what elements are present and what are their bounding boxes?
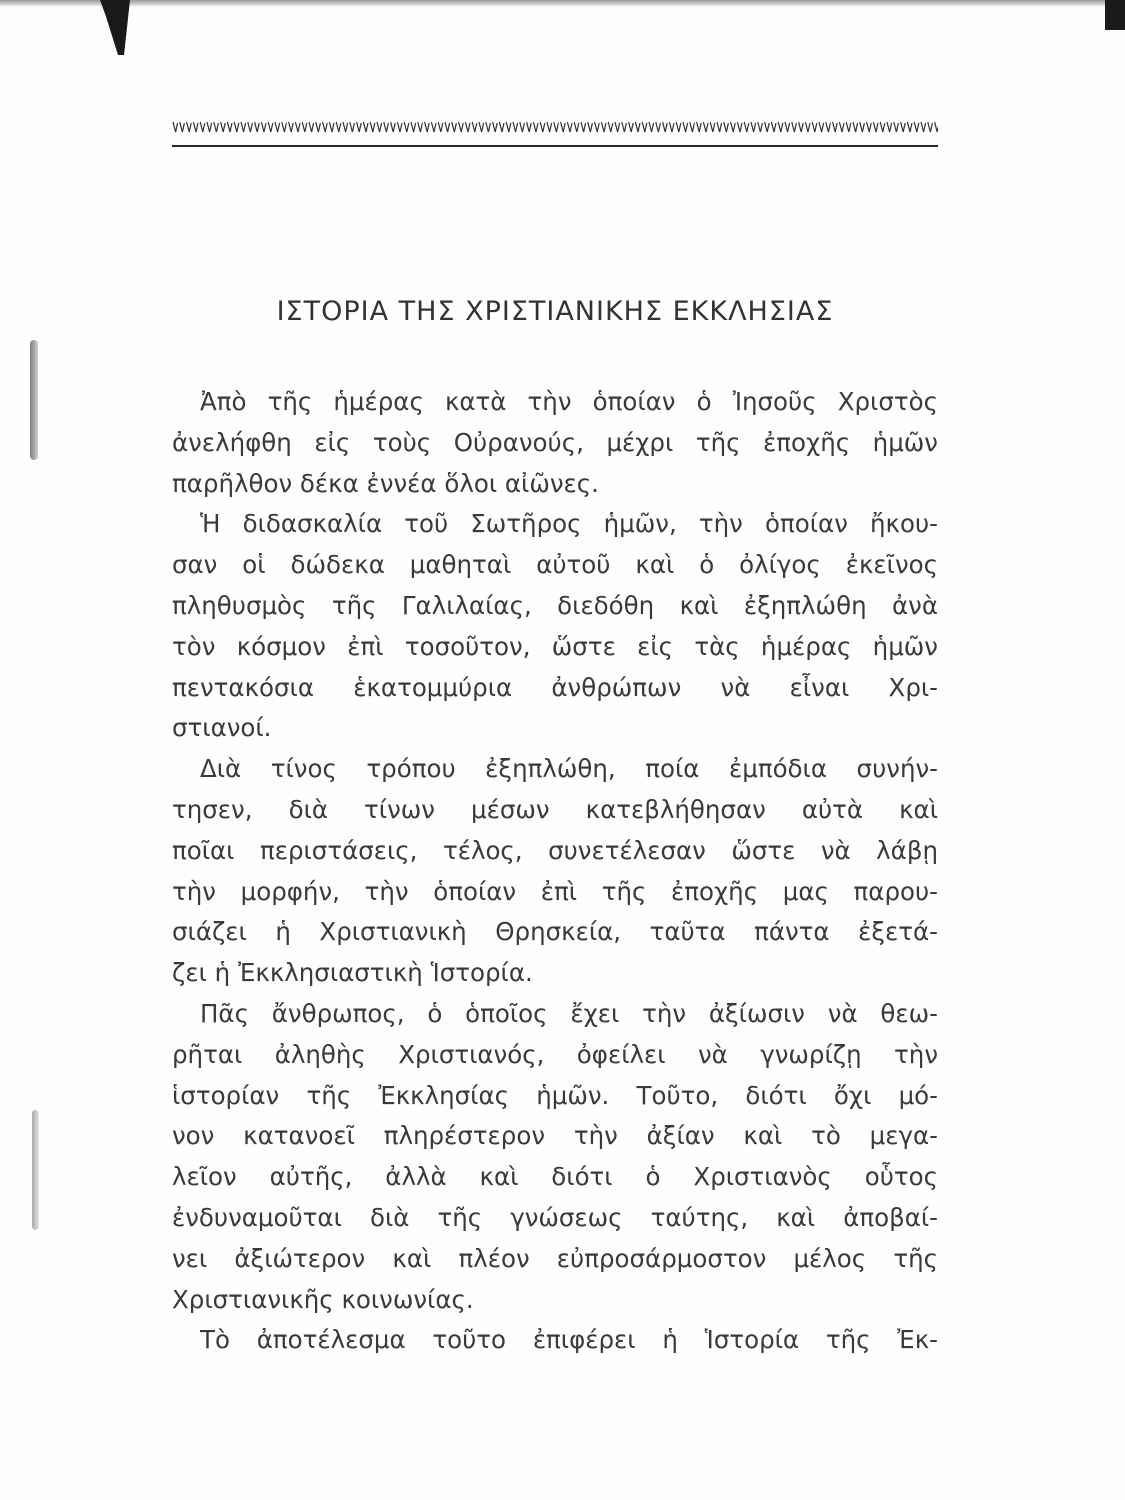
ornament-stroke bbox=[465, 122, 470, 132]
ornament-stroke bbox=[703, 122, 708, 132]
ornament-stroke bbox=[418, 122, 423, 132]
text-line: ἱστορίαν τῆς Ἐκκλησίας ἡμῶν. Τοῦτο, διότι ὄχι μό- bbox=[172, 1080, 938, 1110]
text-line: Πᾶς ἄνθρωπος, ὁ ὁποῖος ἔχει τὴν ἀξίωσιν νὰ θεω- bbox=[200, 998, 938, 1028]
ornament-stroke bbox=[248, 122, 253, 132]
binding-shadow-upper bbox=[30, 340, 38, 460]
ornament-stroke bbox=[758, 122, 763, 132]
ornament-stroke bbox=[656, 122, 661, 132]
ornament-stroke bbox=[234, 122, 239, 132]
ornament-stroke bbox=[921, 122, 926, 132]
ornament-stroke bbox=[690, 122, 695, 132]
ornament-stroke bbox=[391, 122, 396, 132]
ornament-stroke bbox=[282, 122, 287, 132]
ornament-stroke bbox=[241, 122, 246, 132]
ornament-stroke bbox=[724, 122, 729, 132]
ornament-stroke bbox=[635, 122, 640, 132]
ornament-stroke bbox=[812, 122, 817, 132]
ornament-stroke bbox=[873, 122, 878, 132]
ornament-stroke bbox=[880, 122, 885, 132]
ornament-stroke bbox=[588, 122, 593, 132]
ornament-stroke bbox=[486, 122, 491, 132]
ornament-stroke bbox=[309, 122, 314, 132]
ornament-stroke bbox=[289, 122, 294, 132]
ornament-stroke bbox=[275, 122, 280, 132]
text-line: ζει ἡ Ἐκκλησιαστικὴ Ἱστορία. bbox=[172, 958, 533, 988]
scan-artifact-top-right bbox=[1105, 0, 1125, 30]
ornament-stroke bbox=[411, 122, 416, 132]
ornament-stroke bbox=[323, 122, 328, 132]
ornament-stroke bbox=[404, 122, 409, 132]
text-line: ἀνελήφθη εἰς τοὺς Οὐρανούς, μέχρι τῆς ἐποχῆς ἡμῶν bbox=[172, 427, 938, 457]
ornament-stroke bbox=[370, 122, 375, 132]
ornament-stroke bbox=[472, 122, 477, 132]
ornament-stroke bbox=[329, 122, 334, 132]
ornament-stroke bbox=[663, 122, 668, 132]
ornament-stroke bbox=[493, 122, 498, 132]
text-line: νον κατανοεῖ πληρέστερον τὴν ἀξίαν καὶ τὸ μεγα- bbox=[172, 1121, 938, 1151]
ornament-stroke bbox=[785, 122, 790, 132]
ornament-stroke bbox=[914, 122, 919, 132]
ornament-stroke bbox=[710, 122, 715, 132]
ornament-stroke bbox=[581, 122, 586, 132]
ornament-stroke bbox=[397, 122, 402, 132]
ornament-stroke bbox=[180, 122, 185, 132]
ornament-stroke bbox=[615, 122, 620, 132]
text-line: ρῆται ἀληθὴς Χριστιανός, ὀφείλει νὰ γνωρίζῃ τὴν bbox=[172, 1039, 938, 1069]
ornament-stroke bbox=[173, 122, 178, 132]
page-title: ΙΣΤΟΡΙΑ ΤΗΣ ΧΡΙΣΤΙΑΝΙΚΗΣ ΕΚΚΛΗΣΙΑΣ bbox=[276, 296, 834, 327]
text-line: ἐνδυναμοῦται διὰ τῆς γνώσεως ταύτης, καὶ ἀποβαί- bbox=[172, 1202, 938, 1232]
ornament-stroke bbox=[343, 122, 348, 132]
ornament-stroke bbox=[316, 122, 321, 132]
text-line: στιανοί. bbox=[172, 713, 272, 743]
ornament-stroke bbox=[431, 122, 436, 132]
ornament-stroke bbox=[622, 122, 627, 132]
ornament-stroke bbox=[227, 122, 232, 132]
ornament-stroke bbox=[336, 122, 341, 132]
ornament-stroke bbox=[255, 122, 260, 132]
ornament-stroke bbox=[601, 122, 606, 132]
ornament-stroke bbox=[826, 122, 831, 132]
ornament-stroke bbox=[520, 122, 525, 132]
ornament-stroke bbox=[669, 122, 674, 132]
text-line: πληθυσμὸς τῆς Γαλιλαίας, διεδόθη καὶ ἐξηπλώθη ἀνὰ bbox=[172, 590, 938, 620]
ornament-stroke bbox=[350, 122, 355, 132]
ornament-stroke bbox=[561, 122, 566, 132]
ornament-stroke bbox=[438, 122, 443, 132]
ornament-stroke bbox=[513, 122, 518, 132]
text-line: πεντακόσια ἑκατομμύρια ἀνθρώπων νὰ εἶναι Χρι- bbox=[172, 672, 938, 702]
binding-shadow-lower bbox=[32, 1110, 39, 1230]
ornament-stroke bbox=[717, 122, 722, 132]
ornament-stroke bbox=[200, 122, 205, 132]
ornament-stroke bbox=[479, 122, 484, 132]
ornament-stroke bbox=[792, 122, 797, 132]
ornament-stroke bbox=[731, 122, 736, 132]
text-line: τησεν, διὰ τίνων μέσων κατεβλήθησαν αὐτὰ καὶ bbox=[172, 794, 938, 824]
ornament-stroke bbox=[846, 122, 851, 132]
text-line: ποῖαι περιστάσεις, τέλος, συνετέλεσαν ὥστε νὰ λάβῃ bbox=[172, 835, 938, 865]
ornament-stroke bbox=[547, 122, 552, 132]
ornament-stroke bbox=[567, 122, 572, 132]
ornament-stroke bbox=[214, 122, 219, 132]
ornament-stroke bbox=[357, 122, 362, 132]
text-line: λεῖον αὐτῆς, ἀλλὰ καὶ διότι ὁ Χριστιανὸς οὗτος bbox=[172, 1162, 938, 1192]
header-rule bbox=[172, 145, 938, 147]
ornament-stroke bbox=[207, 122, 212, 132]
text-line: παρῆλθον δέκα ἐννέα ὅλοι αἰῶνες. bbox=[172, 468, 599, 498]
body-text bbox=[172, 382, 938, 1361]
ornament-stroke bbox=[261, 122, 266, 132]
ornament-stroke bbox=[295, 122, 300, 132]
ornament-stroke bbox=[853, 122, 858, 132]
ornament-stroke bbox=[533, 122, 538, 132]
ornament-stroke bbox=[187, 122, 192, 132]
ornament-stroke bbox=[935, 122, 938, 132]
ornament-stroke bbox=[907, 122, 912, 132]
ornament-stroke bbox=[574, 122, 579, 132]
ornament-stroke bbox=[499, 122, 504, 132]
ornament-stroke bbox=[860, 122, 865, 132]
ornament-stroke bbox=[629, 122, 634, 132]
ornament-stroke bbox=[833, 122, 838, 132]
ornament-stroke bbox=[459, 122, 464, 132]
text-line: σαν οἱ δώδεκα μαθηταὶ αὐτοῦ καὶ ὁ ὀλίγος ἐκεῖνος bbox=[172, 550, 938, 580]
ornament-stroke bbox=[425, 122, 430, 132]
ornament-stroke bbox=[771, 122, 776, 132]
scan-top-edge bbox=[0, 0, 1125, 6]
ornament-stroke bbox=[649, 122, 654, 132]
ornament-stroke bbox=[608, 122, 613, 132]
ornament-stroke bbox=[751, 122, 756, 132]
ornament-stroke bbox=[302, 122, 307, 132]
ornament-stroke bbox=[384, 122, 389, 132]
ornament-stroke bbox=[867, 122, 872, 132]
ornament-stroke bbox=[540, 122, 545, 132]
ornament-stroke bbox=[744, 122, 749, 132]
ornament-stroke bbox=[737, 122, 742, 132]
ornament-stroke bbox=[839, 122, 844, 132]
ornament-stroke bbox=[445, 122, 450, 132]
ornament-stroke bbox=[805, 122, 810, 132]
ornament-stroke bbox=[799, 122, 804, 132]
ornament-stroke bbox=[221, 122, 226, 132]
text-line: νει ἀξιώτερον καὶ πλέον εὐπροσάρμοστον μέλος τῆς bbox=[172, 1243, 938, 1273]
decorative-ornament-band bbox=[172, 118, 938, 136]
ornament-stroke bbox=[193, 122, 198, 132]
ornament-stroke bbox=[819, 122, 824, 132]
ornament-stroke bbox=[642, 122, 647, 132]
ornament-stroke bbox=[697, 122, 702, 132]
ornament-stroke bbox=[928, 122, 933, 132]
ornament-stroke bbox=[778, 122, 783, 132]
text-line: τὸν κόσμον ἐπὶ τοσοῦτον, ὥστε εἰς τὰς ἡμέρας ἡμῶν bbox=[172, 631, 938, 661]
ornament-stroke bbox=[901, 122, 906, 132]
ornament-stroke bbox=[452, 122, 457, 132]
text-line: Ἡ διδασκαλία τοῦ Σωτῆρος ἡμῶν, τὴν ὁποίαν ἤκου- bbox=[200, 509, 938, 539]
ornament-stroke bbox=[595, 122, 600, 132]
ornament-stroke bbox=[887, 122, 892, 132]
text-line: τὴν μορφήν, τὴν ὁποίαν ἐπὶ τῆς ἐποχῆς μας παρου- bbox=[172, 876, 938, 906]
text-line: Χριστιανικῆς κοινωνίας. bbox=[172, 1284, 474, 1314]
ornament-stroke bbox=[676, 122, 681, 132]
ornament-stroke bbox=[765, 122, 770, 132]
text-line: Διὰ τίνος τρόπου ἐξηπλώθη, ποία ἐμπόδια συνήν- bbox=[200, 754, 938, 784]
ornament-stroke bbox=[683, 122, 688, 132]
ornament-stroke bbox=[268, 122, 273, 132]
ornament-stroke bbox=[527, 122, 532, 132]
ornament-stroke bbox=[506, 122, 511, 132]
ornament-stroke bbox=[363, 122, 368, 132]
ornament-stroke bbox=[554, 122, 559, 132]
ornament-stroke bbox=[894, 122, 899, 132]
text-line: σιάζει ἡ Χριστιανικὴ Θρησκεία, ταῦτα πάντα ἐξετά- bbox=[172, 917, 938, 947]
ornament-stroke bbox=[377, 122, 382, 132]
text-line: Ἀπὸ τῆς ἡμέρας κατὰ τὴν ὁποίαν ὁ Ἰησοῦς Χριστὸς bbox=[200, 387, 938, 416]
scan-artifact-top-left bbox=[100, 0, 130, 55]
text-line: Τὸ ἀποτέλεσμα τοῦτο ἐπιφέρει ἡ Ἱστορία τῆς Ἐκ- bbox=[200, 1325, 938, 1355]
